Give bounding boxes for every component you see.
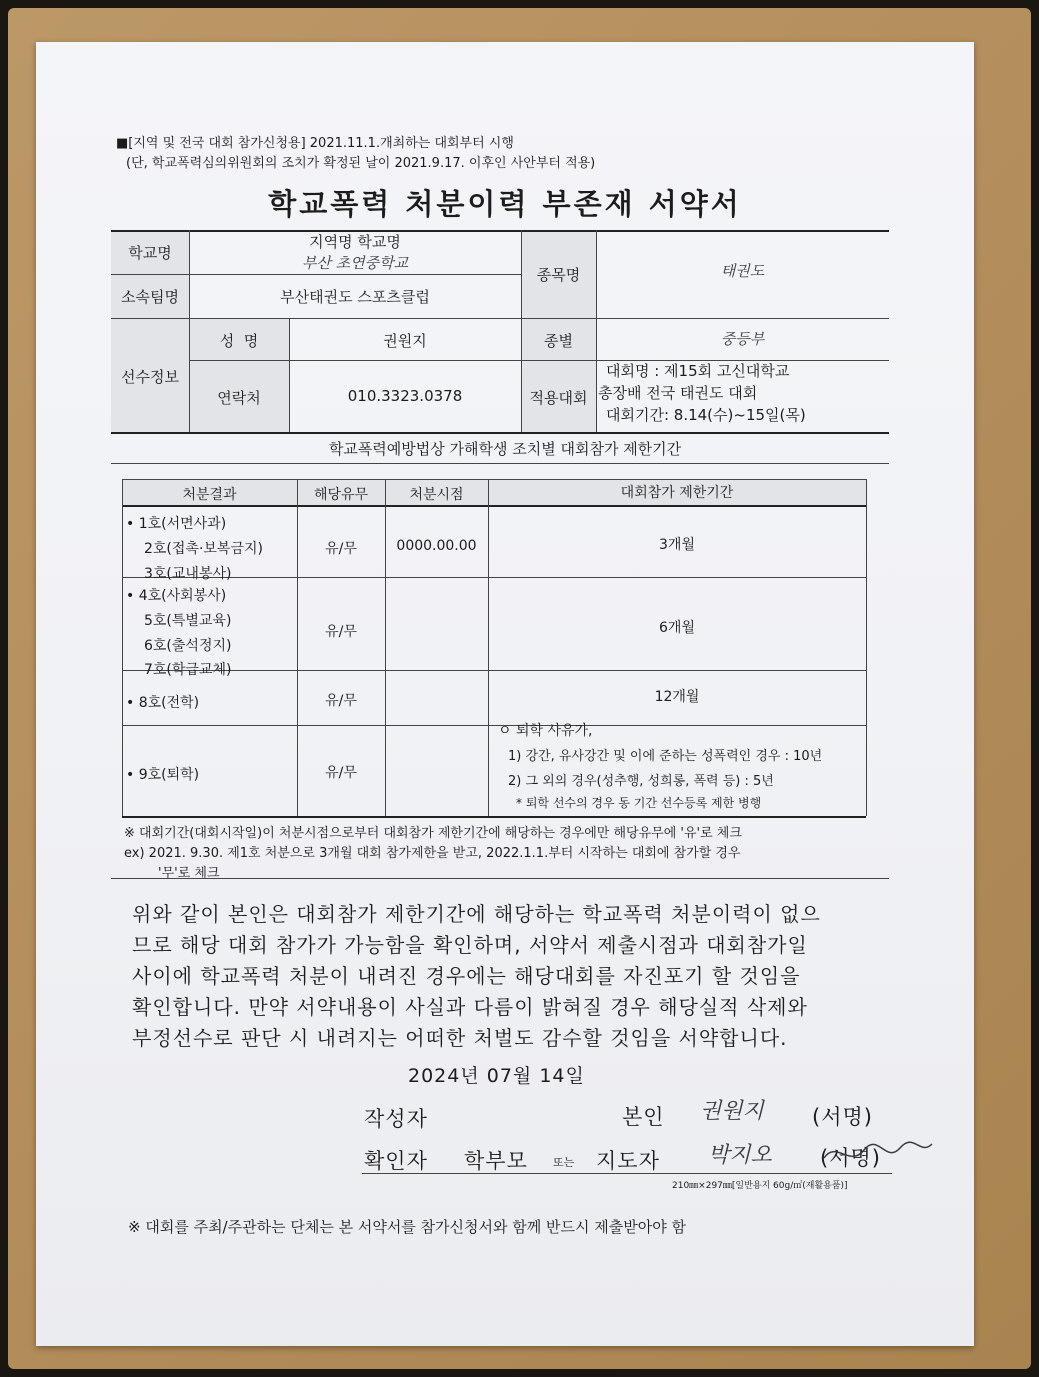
coach-signature: 박지오 [708,1143,772,1168]
col-header-result: 처분결과 [182,487,237,503]
apply-line-3: 대회기간: 8.14(수)~15일(목) [606,406,806,424]
row2-item-4: 7호(학급교체) [144,662,232,678]
row2-period: 6개월 [659,620,695,636]
col-header-date: 처분시점 [409,487,464,503]
school-hint: 지역명 학교명 [309,233,401,251]
name-value: 권원지 [383,332,427,350]
confirm-label: 확인자 [364,1149,428,1173]
row3-status: 유/무 [325,693,357,709]
row1-status: 유/무 [325,541,357,557]
row4-status: 유/무 [325,765,357,781]
pledge-document [36,42,974,1346]
col-header-status: 해당유무 [313,487,369,503]
row1-period: 3개월 [659,537,695,553]
pledge-line-3: 사이에 학교폭력 처분이 내려진 경우에는 해당대회를 자진포기 할 것임을 [132,964,801,988]
row1-item-1: • 1호(서면사과) [126,516,227,532]
row3-period: 12개월 [654,689,700,705]
row1-item-2: 2호(접촉·보복금지) [144,541,263,557]
row1-item-3: 3호(교내봉사) [144,566,232,582]
header-line-1: ■[지역 및 전국 대회 참가신청용] 2021.11.1.개최하는 대회부터 시행 [116,136,514,151]
pledge-line-1: 위와 같이 본인은 대회참가 제한기간에 해당하는 학교폭력 처분이력이 없으 [132,902,821,926]
note-2: ex) 2021. 9.30. 제1호 처분으로 3개월 대회 참가제한을 받고, 2022.1.1.부터 시작하는 대회에 참가할 경우 [124,846,741,861]
apply-line-2: 총장배 전국 태권도 대회 [598,384,758,402]
team-value: 부산태권도 스포츠클럽 [280,288,430,306]
row2-item-2: 5호(특별교육) [144,613,232,629]
team-label: 소속팀명 [121,288,179,306]
row2-item-1: • 4호(사회봉사) [126,588,227,604]
self-seal: (서명) [812,1105,873,1129]
header-line-2: (단, 학교폭력심의위원회의 조치가 확정된 날이 2021.9.17. 이후인 사안부터 적용) [126,156,596,171]
row3-item-1: • 8호(전학) [126,695,200,711]
restriction-title: 학교폭력예방법상 가해학생 조치별 대회참가 제한기간 [328,440,682,458]
footer-note: ※ 대회를 주최/주관하는 단체는 본 서약서를 참가신청서와 함께 반드시 제출받아야 함 [128,1218,686,1236]
row4-item-1: • 9호(퇴학) [126,767,200,783]
row4-period-line-3: 2) 그 외의 경우(성추행, 성희롱, 폭력 등) : 5년 [508,774,774,789]
event-label: 종목명 [536,266,581,284]
apply-line-1: 대회명 : 제15회 고신대학교 [606,362,790,380]
row1-date: 0000.00.00 [396,538,477,554]
row2-item-3: 6호(출석정지) [144,638,232,654]
coach-seal: (서명) [820,1146,881,1170]
paper-spec: 210㎜×297㎜[일반용지 60g/㎡(재활용품)] [672,1181,848,1191]
contact-value: 010.3323.0378 [347,387,463,405]
note-1: ※ 대회기간(대회시작일)이 처분시점으로부터 대회참가 제한기간에 해당하는 경우에만 해당유무에 '유'로 체크 [124,826,742,841]
self-signature: 권원지 [700,1099,764,1124]
signature-scribble [816,1134,936,1174]
pledge-line-4: 확인합니다. 만약 서약내용이 사실과 다름이 밝혀질 경우 해당실적 삭제와 [132,995,808,1019]
parent-label: 학부모 [464,1149,528,1173]
school-value: 부산 초연중학교 [301,254,409,272]
category-label: 종별 [544,332,573,350]
player-label: 선수정보 [121,368,179,386]
author-label: 작성자 [364,1107,428,1131]
school-label: 학교명 [128,244,172,262]
note-3: '무'로 체크 [158,866,220,881]
coach-label: 지도자 [596,1149,660,1173]
row2-status: 유/무 [325,624,357,640]
category-value: 중등부 [720,330,765,348]
name-label: 성 명 [219,332,259,350]
col-header-period: 대회참가 제한기간 [620,485,734,501]
row4-period-line-2: 1) 강간, 유사강간 및 이에 준하는 성폭력인 경우 : 10년 [508,749,823,764]
self-label: 본인 [622,1105,665,1129]
row4-period-line-1: ㅇ 퇴학 사유가, [498,723,593,739]
pledge-line-5: 부정선수로 판단 시 내려지는 어떠한 처벌도 감수할 것임을 서약합니다. [132,1026,788,1050]
apply-label: 적용대회 [529,389,588,407]
event-value: 태권도 [720,262,765,280]
contact-label: 연락처 [217,389,261,407]
row4-period-line-4: * 퇴학 선수의 경우 동 기간 선수등록 제한 병행 [516,796,762,810]
or-label: 또는 [553,1156,575,1169]
pledge-date: 2024년 07월 14일 [408,1065,585,1087]
pledge-line-2: 므로 해당 대회 참가가 가능함을 확인하며, 서약서 제출시점과 대회참가일 [132,933,808,957]
document-title: 학교폭력 처분이력 부존재 서약서 [268,187,742,221]
